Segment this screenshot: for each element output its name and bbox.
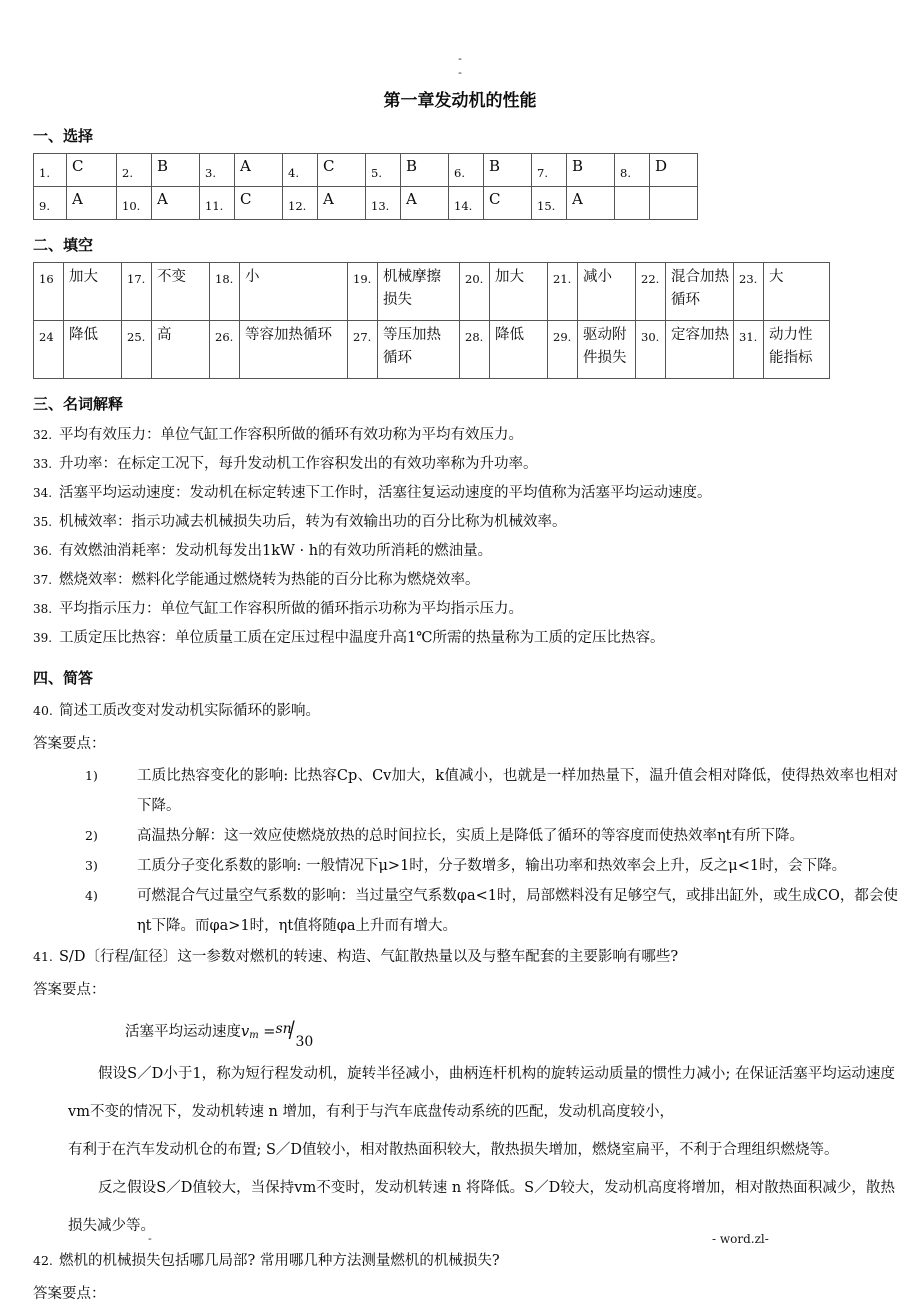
piston-speed-formula	[125, 1015, 920, 1053]
blank-num: 30.	[636, 321, 666, 379]
question-number: 42.	[33, 1253, 53, 1268]
term-item	[33, 595, 920, 624]
blank-val: 降低	[64, 321, 122, 379]
blank-val: 定容加热	[666, 321, 734, 379]
table-row	[34, 263, 830, 321]
answer-point-text: 工质比热容变化的影响: 比热容Cp、Cv加大，k值减小，也就是一样加热量下，温升值会相对降低，使得热效率也相对下降。	[137, 768, 898, 814]
formula-denominator: 30	[295, 1034, 314, 1050]
term-number: 39.	[33, 631, 53, 645]
section-heading-choice: 一、选择	[33, 127, 94, 145]
choice-ans: B	[401, 154, 449, 187]
blank-num: 18.	[210, 263, 240, 321]
blank-val: 降低	[490, 321, 548, 379]
choice-answers-table	[33, 153, 698, 220]
blank-num: 16	[34, 263, 64, 321]
term-item	[33, 479, 920, 508]
answer-point-number: 1)	[85, 768, 98, 783]
question-40	[33, 695, 900, 727]
section-heading-short-answer: 四、简答	[33, 669, 94, 687]
blank-val: 小	[240, 263, 348, 321]
section-heading-blank: 二、填空	[33, 236, 94, 254]
choice-num: 9.	[34, 187, 67, 220]
blank-val: 减小	[578, 263, 636, 321]
dash-mark-2: -	[458, 66, 462, 79]
question-text: 燃机的机械损失包括哪几局部? 常用哪几种方法测量燃机的机械损失?	[59, 1253, 500, 1269]
top-dash-marks	[0, 0, 920, 80]
choice-num: 3.	[200, 154, 235, 187]
formula-numerator: sn	[275, 1021, 292, 1037]
term-number: 36.	[33, 544, 53, 558]
blank-num: 25.	[122, 321, 152, 379]
answer-label-42: 答案要点：	[33, 1286, 106, 1302]
term-text: 燃烧效率：燃料化学能通过燃烧转为热能的百分比称为燃烧效率。	[59, 572, 480, 588]
term-number: 37.	[33, 573, 53, 587]
choice-num: 6.	[449, 154, 484, 187]
term-text: 活塞平均运动速度：发动机在标定转速下工作时，活塞往复运动速度的平均值称为活塞平均运动速度。	[59, 485, 712, 501]
formula-variable: v	[241, 1024, 250, 1040]
blank-num: 27.	[348, 321, 378, 379]
term-text: 升功率：在标定工况下，每升发动机工作容积发出的有效功率称为升功率。	[59, 456, 538, 472]
table-row	[34, 187, 698, 220]
question-text: S/D〔行程/缸径〕这一参数对燃机的转速、构造、气缸散热量以及与整车配套的主要影响有哪些?	[59, 949, 679, 965]
answer-point-number: 3)	[85, 858, 98, 873]
choice-ans: C	[67, 154, 117, 187]
answer-label-41: 答案要点：	[33, 982, 106, 998]
choice-num: 13.	[366, 187, 401, 220]
choice-ans: A	[152, 187, 200, 220]
term-item	[33, 450, 920, 479]
formula-label: 活塞平均运动速度	[125, 1024, 241, 1040]
choice-num: 2.	[117, 154, 152, 187]
choice-ans: C	[484, 187, 532, 220]
term-number: 35.	[33, 515, 53, 529]
term-item	[33, 421, 920, 450]
section-heading-terms: 三、名词解释	[33, 395, 124, 413]
blank-num: 21.	[548, 263, 578, 321]
blank-val: 驱动附件损失	[578, 321, 636, 379]
fill-in-blank-table	[33, 262, 830, 379]
choice-ans: A	[401, 187, 449, 220]
blank-num: 20.	[460, 263, 490, 321]
choice-num: 5.	[366, 154, 401, 187]
formula-subscript: m	[249, 1030, 259, 1041]
blank-num: 28.	[460, 321, 490, 379]
choice-num	[615, 187, 650, 220]
term-item	[33, 566, 920, 595]
term-item	[33, 508, 920, 537]
term-item	[33, 537, 920, 566]
page-title: 第一章发动机的性能	[383, 91, 537, 111]
question-41	[33, 941, 900, 973]
blank-num: 31.	[734, 321, 764, 379]
term-number: 34.	[33, 486, 53, 500]
term-text: 机械效率：指示功减去机械损失功后，转为有效输出功的百分比称为机械效率。	[59, 514, 567, 530]
answer-point-number: 2)	[85, 828, 98, 843]
blank-num: 23.	[734, 263, 764, 321]
choice-ans: A	[318, 187, 366, 220]
choice-num: 15.	[532, 187, 567, 220]
term-number: 38.	[33, 602, 53, 616]
answer-point-text: 工质分子变化系数的影响: 一般情况下μ>1时，分子数增多，输出功率和热效率会上升，反之μ<1时，会下降。	[137, 858, 847, 874]
answer-paragraph-41-1: 假设S／D小于1，称为短行程发动机，旋转半径减小，曲柄连杆机构的旋转运动质量的惯性力减小; 在保证活塞平均运动速度vm不变的情况下，发动机转速 n 增加，有利于与汽车底盘传动系统的匹配，发动机高度较小，	[68, 1066, 895, 1120]
question-number: 41.	[33, 949, 53, 964]
answer-paragraph-41-2: 有利于在汽车发动机仓的布置; S／D值较小，相对散热面积较大，散热损失增加，燃烧室扁平，不利于合理组织燃烧等。	[68, 1142, 839, 1158]
footer-right-mark: - word.zl-	[712, 1232, 769, 1246]
blank-val: 大	[764, 263, 830, 321]
term-number: 33.	[33, 457, 53, 471]
formula-fraction	[275, 1016, 314, 1050]
choice-ans: D	[650, 154, 698, 187]
answer-point	[85, 851, 898, 881]
term-text: 平均指示压力：单位气缸工作容积所做的循环指示功称为平均指示压力。	[59, 601, 523, 617]
question-text: 简述工质改变对发动机实际循环的影响。	[59, 703, 320, 719]
choice-ans: A	[235, 154, 283, 187]
choice-num: 12.	[283, 187, 318, 220]
formula-slash: /	[289, 1018, 296, 1043]
blank-num: 17.	[122, 263, 152, 321]
blank-num: 29.	[548, 321, 578, 379]
choice-num: 11.	[200, 187, 235, 220]
blank-val: 等压加热循环	[378, 321, 460, 379]
answer-point	[85, 821, 898, 851]
choice-num: 1.	[34, 154, 67, 187]
term-text: 平均有效压力：单位气缸工作容积所做的循环有效功称为平均有效压力。	[59, 427, 523, 443]
blank-val: 不变	[152, 263, 210, 321]
blank-num: 19.	[348, 263, 378, 321]
blank-num: 24	[34, 321, 64, 379]
blank-val: 等容加热循环	[240, 321, 348, 379]
footer-left-mark: -	[148, 1232, 152, 1245]
blank-val: 混合加热循环	[666, 263, 734, 321]
answer-paragraph-41-3: 反之假设S／D值较大，当保持vm不变时，发动机转速 n 将降低。S／D较大，发动机高度将增加，相对散热面积减少，散热损失减少等。	[68, 1180, 895, 1234]
choice-num: 10.	[117, 187, 152, 220]
choice-ans: A	[567, 187, 615, 220]
blank-val: 动力性能指标	[764, 321, 830, 379]
choice-num: 8.	[615, 154, 650, 187]
choice-num: 4.	[283, 154, 318, 187]
choice-ans: B	[567, 154, 615, 187]
page-footer	[0, 1232, 920, 1252]
dash-mark-1: -	[458, 52, 462, 65]
blank-val: 加大	[64, 263, 122, 321]
formula-equals: =	[263, 1024, 276, 1040]
choice-ans: A	[67, 187, 117, 220]
answer-label-40: 答案要点：	[33, 736, 106, 752]
answer-point-text: 可燃混合气过量空气系数的影响：当过量空气系数φa<1时，局部燃料没有足够空气，或排出缸外，或生成CO，都会使ηt下降。而φa>1时，ηt值将随φa上升而有增大。	[137, 888, 898, 934]
blank-val: 加大	[490, 263, 548, 321]
answer-point-text: 高温热分解：这一效应使燃烧放热的总时间拉长，实质上是降低了循环的等容度而使热效率ηt有所下降。	[137, 828, 805, 844]
blank-val: 机械摩擦损失	[378, 263, 460, 321]
blank-val: 高	[152, 321, 210, 379]
term-text: 工质定压比热容：单位质量工质在定压过程中温度升高1℃所需的热量称为工质的定压比热容。	[59, 630, 665, 646]
choice-num: 7.	[532, 154, 567, 187]
table-row	[34, 321, 830, 379]
answer-point	[85, 761, 898, 821]
choice-ans	[650, 187, 698, 220]
answer-point-number: 4)	[85, 888, 98, 903]
choice-ans: C	[318, 154, 366, 187]
answer-point	[85, 881, 898, 941]
term-number: 32.	[33, 428, 53, 442]
choice-num: 14.	[449, 187, 484, 220]
question-number: 40.	[33, 703, 53, 718]
choice-ans: C	[235, 187, 283, 220]
blank-num: 26.	[210, 321, 240, 379]
choice-ans: B	[152, 154, 200, 187]
choice-ans: B	[484, 154, 532, 187]
term-text: 有效燃油消耗率：发动机每发出1kW · h的有效功所消耗的燃油量。	[59, 543, 493, 559]
term-item	[33, 624, 920, 653]
table-row	[34, 154, 698, 187]
blank-num: 22.	[636, 263, 666, 321]
